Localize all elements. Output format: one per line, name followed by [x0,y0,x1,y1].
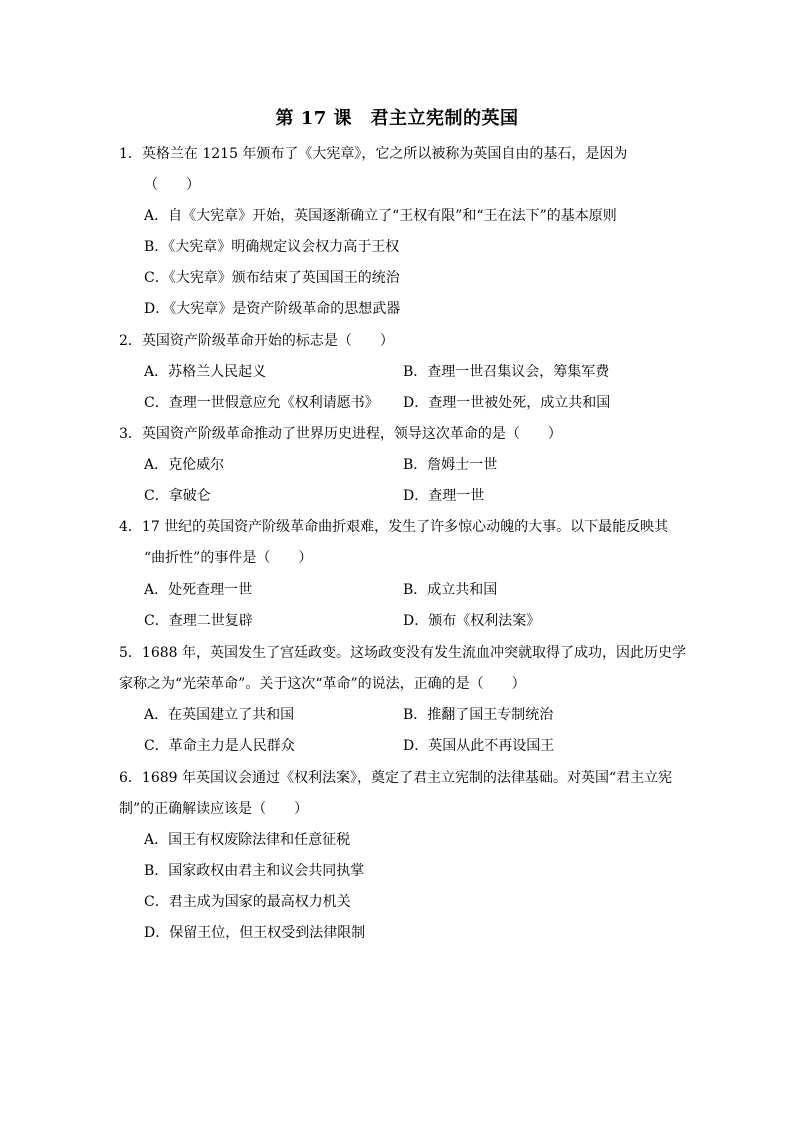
question-1-option-d: D．《大宪章》是资产阶级革命的思想武器 [144,301,401,317]
question-3-option-b: B．詹姆士一世 [403,457,498,473]
question-3-option-c: C．拿破仑 [144,488,211,504]
question-5-stem-cont: 家称之为“光荣革命”。关于这次“革命”的说法，正确的是（ ） [119,676,526,692]
question-4-option-d: D．颁布《权利法案》 [403,613,541,629]
question-5-option-b: B．推翻了国王专制统治 [403,707,554,723]
question-2-option-b: B．查理一世召集议会，筹集军费 [403,364,610,380]
question-5-stem: 5．1688 年，英国发生了宫廷政变。这场政变没有发生流血冲突就取得了成功，因此历史学 [119,645,686,661]
question-6-option-c: C．君主成为国家的最高权力机关 [144,894,351,910]
question-6-option-b: B．国家政权由君主和议会共同执掌 [144,863,365,879]
question-6-stem: 6．1689 年英国议会通过《权利法案》，奠定了君主立宪制的法律基础。对英国“君主立宪 [119,770,673,786]
question-2-stem: 2．英国资产阶级革命开始的标志是（ ） [119,333,394,349]
question-4-stem-cont: “曲折性”的事件是（ ） [144,550,313,566]
question-1-stem-cont: （ ） [144,177,200,193]
question-6-option-d: D．保留王位，但王权受到法律限制 [144,925,366,941]
question-3-option-d: D．查理一世 [403,488,485,504]
question-1-option-b: B．《大宪章》明确规定议会权力高于王权 [144,239,400,255]
question-1-stem: 1．英格兰在 1215 年颁布了《大宪章》，它之所以被称为英国自由的基石，是因为 [119,146,628,162]
question-5-option-a: A．在英国建立了共和国 [144,707,295,723]
question-6-option-a: A．国王有权废除法律和任意征税 [144,832,351,848]
question-5-option-d: D．英国从此不再设国王 [403,738,555,754]
question-4-option-a: A．处死查理一世 [144,582,253,598]
question-1-option-a: A．自《大宪章》开始，英国逐渐确立了“王权有限”和“王在法下”的基本原则 [144,208,617,224]
question-1-option-c: C．《大宪章》颁布结束了英国国王的统治 [144,270,400,286]
question-4-option-b: B．成立共和国 [403,582,498,598]
question-2-option-a: A．苏格兰人民起义 [144,364,267,380]
question-4-stem: 4．17 世纪的英国资产阶级革命曲折艰难，发生了许多惊心动魄的大事。以下最能反映其 [119,519,669,535]
question-2-option-d: D．查理一世被处死，成立共和国 [403,395,611,411]
question-2-option-c: C．查理一世假意应允《权利请愿书》 [144,395,379,411]
page-title: 第 17 课 君主立宪制的英国 [275,108,519,129]
question-3-option-a: A．克伦威尔 [144,457,225,473]
question-5-option-c: C．革命主力是人民群众 [144,738,295,754]
question-6-stem-cont: 制”的正确解读应该是（ ） [119,801,309,817]
question-3-stem: 3．英国资产阶级革命推动了世界历史进程，领导这次革命的是（ ） [119,426,562,442]
question-4-option-c: C．查理二世复辟 [144,613,253,629]
